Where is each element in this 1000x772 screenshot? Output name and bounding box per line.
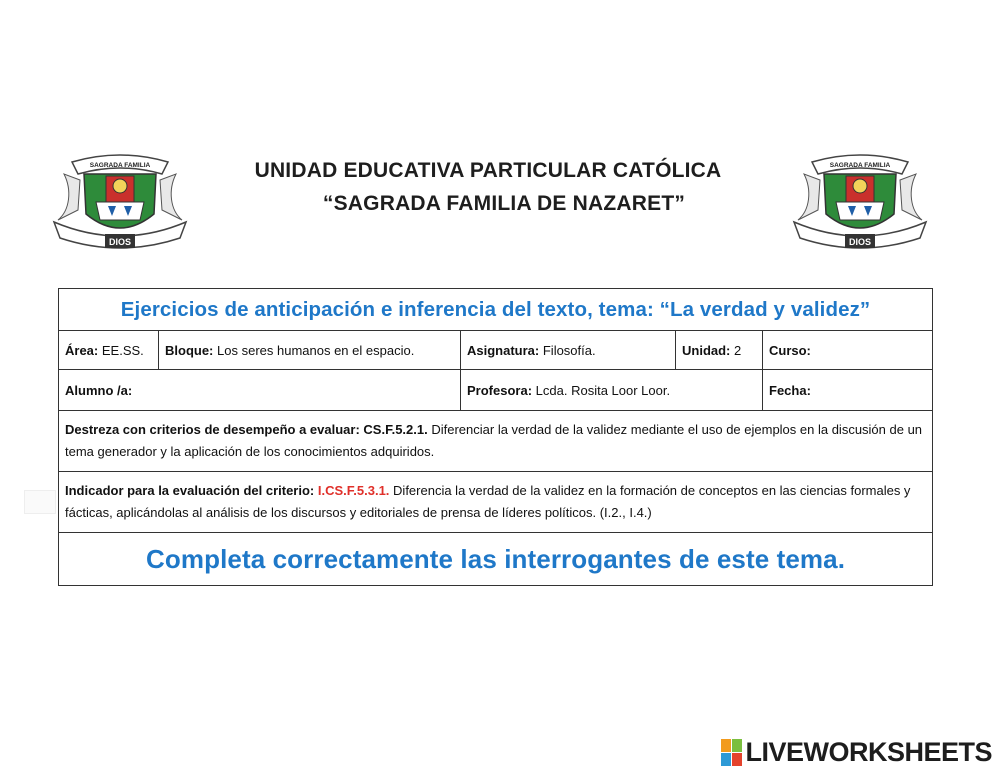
indicador-cell: [59, 472, 933, 533]
curso-cell: [763, 331, 933, 370]
profesora-label: Profesora:: [467, 382, 533, 398]
destreza-label: Destreza con criterios de desempeño a evaluar:: [65, 422, 360, 437]
unidad-value: 2: [734, 342, 742, 358]
profesora-cell: [461, 370, 763, 411]
school-crest-right: [790, 150, 930, 254]
bloque-label: Bloque:: [165, 342, 214, 358]
alumno-label: Alumno /a:: [65, 382, 133, 398]
bloque-value: Los seres humanos en el espacio.: [217, 342, 415, 358]
liveworksheets-icon: [721, 739, 742, 766]
unidad-cell: [676, 331, 763, 370]
fecha-cell: [763, 370, 933, 411]
worksheet-title: Ejercicios de anticipación e inferencia del texto, tema: “La verdad y validez”: [59, 289, 933, 331]
school-crest-left: [50, 150, 190, 254]
unidad-label: Unidad:: [682, 342, 731, 358]
destreza-text: Diferenciar la verdad de la validez mediante el uso de ejemplos en la discusión de un tema generador y la aplicación de los conocimientos adquiridos.: [65, 422, 923, 459]
instruction-text: Completa correctamente las interrogantes de este tema.: [59, 533, 933, 586]
area-value: EE.SS.: [101, 342, 144, 358]
worksheet-header-table: [58, 288, 933, 586]
indicador-code: I.CS.F.5.3.1.: [317, 483, 390, 498]
liveworksheets-wordmark: LIVEWORKSHEETS: [745, 736, 992, 767]
crest-top-text: SAGRADA FAMILIA: [829, 162, 891, 169]
asignatura-value: Filosofía.: [542, 342, 596, 358]
area-label: Área:: [65, 342, 99, 358]
profesora-value: Lcda. Rosita Loor Loor.: [535, 382, 671, 398]
indicador-text: Diferencia la verdad de la validez en la formación de conceptos en las ciencias formales y fácticas, aplicándolas al análisis de los discursos y editoriales de prensa de líderes políticos. (I.2., I.4.): [65, 483, 911, 520]
school-name-line-1: UNIDAD EDUCATIVA PARTICULAR CATÓLICA: [254, 159, 722, 182]
curso-label: Curso:: [769, 342, 811, 358]
fecha-label: Fecha:: [769, 382, 811, 398]
indicador-label: Indicador para la evaluación del criterio:: [65, 483, 315, 498]
side-marker: [24, 490, 56, 514]
destreza-cell: [59, 411, 933, 472]
asignatura-label: Asignatura:: [467, 342, 540, 358]
liveworksheets-logo: [721, 737, 992, 767]
destreza-code: CS.F.5.2.1.: [363, 422, 428, 437]
area-cell: [59, 331, 159, 370]
crest-motto-text: DIOS: [108, 237, 132, 247]
bloque-cell: [159, 331, 461, 370]
crest-motto-text: DIOS: [848, 237, 872, 247]
crest-top-text: SAGRADA FAMILIA: [89, 162, 151, 169]
school-name-line-2: “SAGRADA FAMILIA DE NAZARET”: [322, 192, 686, 215]
alumno-cell: [59, 370, 461, 411]
asignatura-cell: [461, 331, 676, 370]
